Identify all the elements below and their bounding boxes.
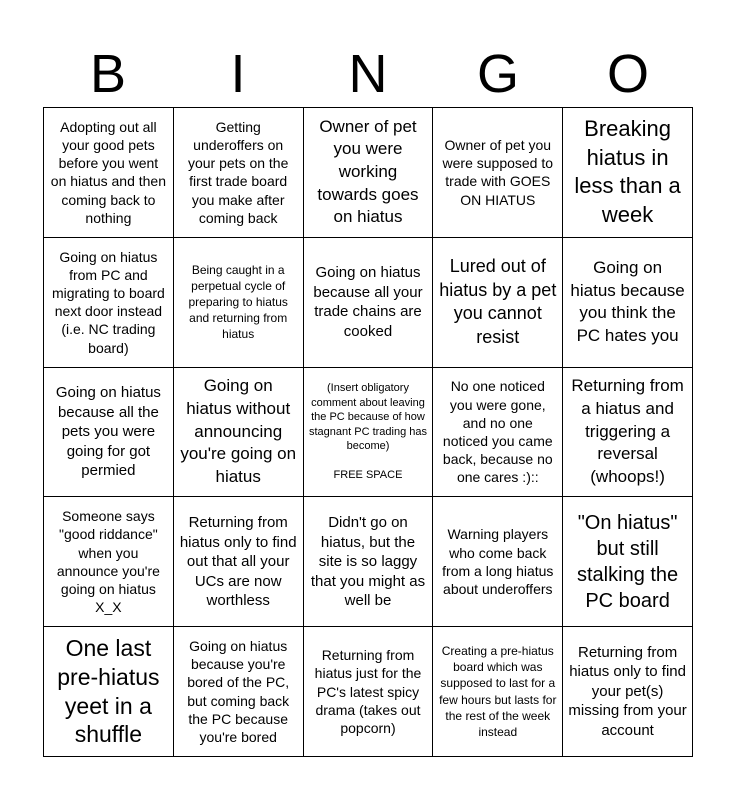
- bingo-cell-r4c1[interactable]: [44, 497, 174, 627]
- bingo-cell-r3c4[interactable]: [433, 368, 563, 498]
- bingo-cell-r1c3[interactable]: [304, 108, 434, 238]
- bingo-cell-text: Being caught in a perpetual cycle of preparing to hiatus and returning from hiatus: [188, 262, 288, 342]
- header-letter-n: N: [348, 44, 388, 104]
- bingo-cell-r1c5[interactable]: [563, 108, 693, 238]
- bingo-cell-r3c1[interactable]: [44, 368, 174, 498]
- header-letter-g: G: [476, 44, 519, 104]
- bingo-cell-r2c5[interactable]: [563, 238, 693, 368]
- bingo-cell-text: Warning players who come back from a long hiatus about underoffers: [442, 526, 554, 597]
- bingo-cell-text: Breaking hiatus in less than a week: [574, 116, 681, 227]
- bingo-cell-text: Going on hiatus without announcing you're going on hiatus: [180, 376, 297, 486]
- bingo-cell-text: (Insert obligatory comment about leaving the PC because of how stagnant PC trading has become) FREE SPACE: [308, 382, 427, 482]
- bingo-cell-r5c1[interactable]: [44, 627, 174, 757]
- header-letter-i: I: [230, 44, 246, 104]
- bingo-cell-text: Returning from hiatus only to find out that all your UCs are now worthless: [179, 514, 297, 610]
- bingo-cell-r5c4[interactable]: [433, 627, 563, 757]
- bingo-cell-r2c1[interactable]: [44, 238, 174, 368]
- bingo-cell-r2c4[interactable]: [433, 238, 563, 368]
- bingo-cell-r5c5[interactable]: [563, 627, 693, 757]
- bingo-cell-r3c5[interactable]: [563, 368, 693, 498]
- bingo-card-grid: [43, 107, 693, 757]
- bingo-cell-r2c3[interactable]: [304, 238, 434, 368]
- bingo-cell-text: Returning from hiatus just for the PC's latest spicy drama (takes out popcorn): [314, 647, 422, 736]
- bingo-cell-r4c4[interactable]: [433, 497, 563, 627]
- bingo-cell-text: Didn't go on hiatus, but the site is so laggy that you might as well be: [310, 514, 426, 610]
- header-letter-b: B: [89, 44, 127, 104]
- header-letter-o: O: [606, 44, 649, 104]
- bingo-cell-text: One last pre-hiatus yeet in a shuffle: [57, 635, 160, 748]
- bingo-cell-text: Getting underoffers on your pets on the first trade board you make after coming back: [187, 118, 289, 226]
- bingo-cell-text: Going on hiatus because you think the PC hates you: [570, 257, 685, 345]
- bingo-cell-r4c3[interactable]: [304, 497, 434, 627]
- bingo-cell-r1c1[interactable]: [44, 108, 174, 238]
- bingo-cell-text: Creating a pre-hiatus board which was supposed to last for a few hours but lasts for the rest of the week instead: [439, 644, 557, 739]
- bingo-header: [43, 40, 693, 108]
- bingo-cell-r3c2[interactable]: [174, 368, 304, 498]
- bingo-cell-r4c5[interactable]: [563, 497, 693, 627]
- bingo-cell-text: Returning from hiatus only to find your pet(s) missing from your account: [568, 643, 687, 739]
- bingo-cell-r1c4[interactable]: [433, 108, 563, 238]
- bingo-cell-text: Adopting out all your good pets before you went on hiatus and then coming back to nothing: [50, 118, 166, 226]
- bingo-cell-r5c2[interactable]: [174, 627, 304, 757]
- bingo-cell-text: Going on hiatus because you're bored of the PC, but coming back the PC because you're bored: [187, 638, 290, 745]
- bingo-cell-text: Owner of pet you were working towards goes on hiatus: [317, 116, 419, 227]
- bingo-cell-r4c2[interactable]: [174, 497, 304, 627]
- bingo-cell-text: Going on hiatus because all your trade chains are cooked: [313, 264, 423, 340]
- bingo-cell-text: Someone says "good riddance" when you announce you're going on hiatus X_X: [56, 508, 160, 616]
- bingo-cell-r5c3[interactable]: [304, 627, 434, 757]
- bingo-cell-text: Lured out of hiatus by a pet you cannot resist: [439, 256, 557, 347]
- bingo-cell-text: "On hiatus" but still stalking the PC board: [577, 511, 679, 612]
- bingo-cell-text: Going on hiatus from PC and migrating to board next door instead (i.e. NC trading board): [51, 248, 165, 356]
- bingo-cell-text: No one noticed you were gone, and no one noticed you came back, because no one cares :)::: [442, 378, 553, 486]
- bingo-cell-text: Returning from a hiatus and triggering a reversal (whoops!): [571, 376, 684, 486]
- bingo-free-space[interactable]: [304, 368, 434, 498]
- bingo-cell-r1c2[interactable]: [174, 108, 304, 238]
- bingo-cell-text: Owner of pet you were supposed to trade with GOES ON HIATUS: [442, 137, 554, 208]
- bingo-cell-r2c2[interactable]: [174, 238, 304, 368]
- bingo-cell-text: Going on hiatus because all the pets you were going for got permied: [55, 384, 161, 480]
